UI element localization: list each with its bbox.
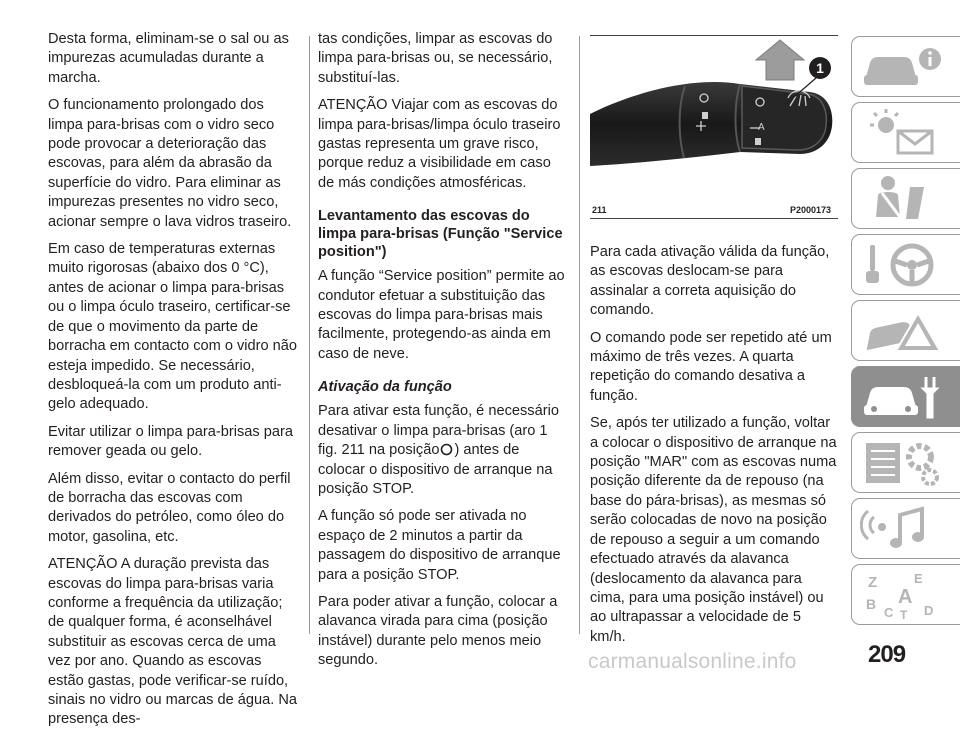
airbag-seatbelt-icon — [860, 173, 944, 225]
paragraph: Evitar utilizar o limpa para-brisas para remover geada ou gelo. — [48, 423, 293, 460]
paragraph — [318, 402, 570, 499]
car-info-icon — [860, 41, 944, 93]
paragraph: Desta forma, eliminam-se o sal ou as impurezas acumuladas durante a marcha. — [48, 31, 289, 86]
tab-starting-driving[interactable] — [851, 234, 960, 295]
alphabetical-index-icon — [860, 569, 944, 621]
paragraph: ATENÇÃO A duração prevista das escovas do limpa para-brisas varia conforme a frequência da utilização; de qualquer forma, é aconselhável substituir as escovas cerca de uma vez por ano. Quando as escovas estão gastas, pode verificar-se ruído, sinais no vidro ou marcas de água. Na presença des- — [48, 556, 298, 728]
paragraph: ATENÇÃO Viajar com as escovas do limpa para-brisas/limpa óculo traseiro gastas representa um grave risco, porque reduz a visibilidade em caso de más condições atmosféricas. — [318, 97, 561, 191]
subsection-heading: Ativação da função — [318, 379, 452, 396]
paragraph: Se, após ter utilizado a função, voltar a colocar o dispositivo de arranque na posição "MAR" com as escovas numa posição diferente da de repouso (na base do pára-brisas), as mesmas só serão colocadas de novo na posição de repouso a seguir a um comando efectuado através da alavanca (deslocamento da alavanca para cima, para uma posição instável) ou ao ultrapassar a velocidade de 5 km/h. — [590, 415, 837, 645]
paragraph: O comando pode ser repetido até um máximo de três vezes. A quarta repetição do comando desativa a função. — [590, 329, 832, 404]
up-arrow-icon — [756, 40, 804, 80]
figure-number: 211 — [592, 205, 607, 215]
warning-lights-icon — [860, 107, 944, 159]
tab-index[interactable] — [851, 564, 960, 625]
paragraph: tas condições, limpar as escovas do limpa para-brisas ou, se necessário, substituí-las. — [318, 31, 553, 86]
paragraph: Além disso, evitar o contacto do perfil de borracha das escovas com derivados do petróleo, como óleo do motor, gasolina, etc. — [48, 470, 291, 545]
paragraph: O funcionamento prolongado dos limpa para-brisas com o vidro seco pode provocar a deterioração das escovas, para além da abrasão da superfície do vidro. Para eliminar as impurezas presentes no vidro seco, acionar sempre o lava vidros traseiro. — [48, 97, 292, 230]
technical-data-icon — [860, 437, 944, 489]
column-divider — [309, 36, 310, 634]
paragraph: Para cada ativação válida da função, as escovas deslocam-se para assinalar a correta aquisição do comando. — [590, 244, 830, 319]
text-column-1 — [48, 30, 300, 738]
accident-warning-icon — [860, 305, 944, 357]
watermark: carmanualsonline.info — [588, 650, 797, 673]
page-number: 209 — [868, 641, 906, 668]
index-letter: E — [914, 571, 923, 586]
figure-bottom-rule — [590, 218, 838, 219]
index-letter: Z — [868, 574, 878, 591]
callout-number: 1 — [816, 60, 824, 76]
paragraph: A função só pode ser ativada no espaço de 2 minutos a partir da passagem do dispositivo de arranque para a posição STOP. — [318, 508, 561, 583]
index-letter: B — [866, 596, 877, 612]
tab-safety[interactable] — [851, 168, 960, 229]
paragraph: A função “Service position” permite ao condutor efetuar a substituição das escovas do limpa para-brisas mais facilmente, protegendo-as ainda em caso de neve. — [318, 268, 565, 362]
text-column-2 — [318, 30, 570, 679]
paragraph-part: Para ativar esta função, é necessário desativar o limpa para-brisas (aro 1 fig. 211 na posição — [318, 403, 559, 459]
tab-multimedia[interactable] — [851, 498, 960, 559]
chapter-tabs — [851, 36, 960, 630]
index-letter: D — [924, 603, 934, 618]
index-letter: T — [900, 608, 908, 621]
tab-maintenance[interactable] — [851, 366, 960, 427]
key-steering-wheel-icon — [860, 239, 944, 291]
index-letter: A — [898, 586, 913, 608]
tab-technical-data[interactable] — [851, 432, 960, 493]
column-divider — [579, 36, 580, 634]
tab-car-info[interactable] — [851, 36, 960, 97]
paragraph: Para poder ativar a função, colocar a alavanca virada para cima (posição instável) durante pelo menos meio segundo. — [318, 593, 558, 669]
car-maintenance-icon — [860, 371, 944, 423]
wiper-lever-illustration — [590, 36, 838, 204]
multimedia-icon — [860, 503, 944, 555]
section-heading: Levantamento das escovas do limpa para-brisas (Função "Service position") — [318, 208, 563, 261]
wiper-lever-figure — [590, 36, 838, 204]
paragraph-part: ) antes de colocar o dispositivo de arranque na posição STOP. — [318, 442, 553, 497]
off-position-icon — [440, 443, 453, 456]
index-letter: C — [884, 605, 894, 620]
figure-code: P2000173 — [790, 205, 832, 215]
lever-letter: A — [758, 122, 765, 133]
paragraph: Em caso de temperaturas externas muito rigorosas (abaixo dos 0 °C), antes de acionar o limpa para-brisas ou o limpa óculo traseiro, certificar-se de que o movimento da parte de borracha em contacto com o vidro não esteja impedido. Se necessário, desbloqueá-la com um produto anti-gelo adequado. — [48, 241, 298, 413]
tab-warning-lights[interactable] — [851, 102, 960, 163]
text-column-3 — [590, 243, 840, 655]
tab-emergency[interactable] — [851, 300, 960, 361]
